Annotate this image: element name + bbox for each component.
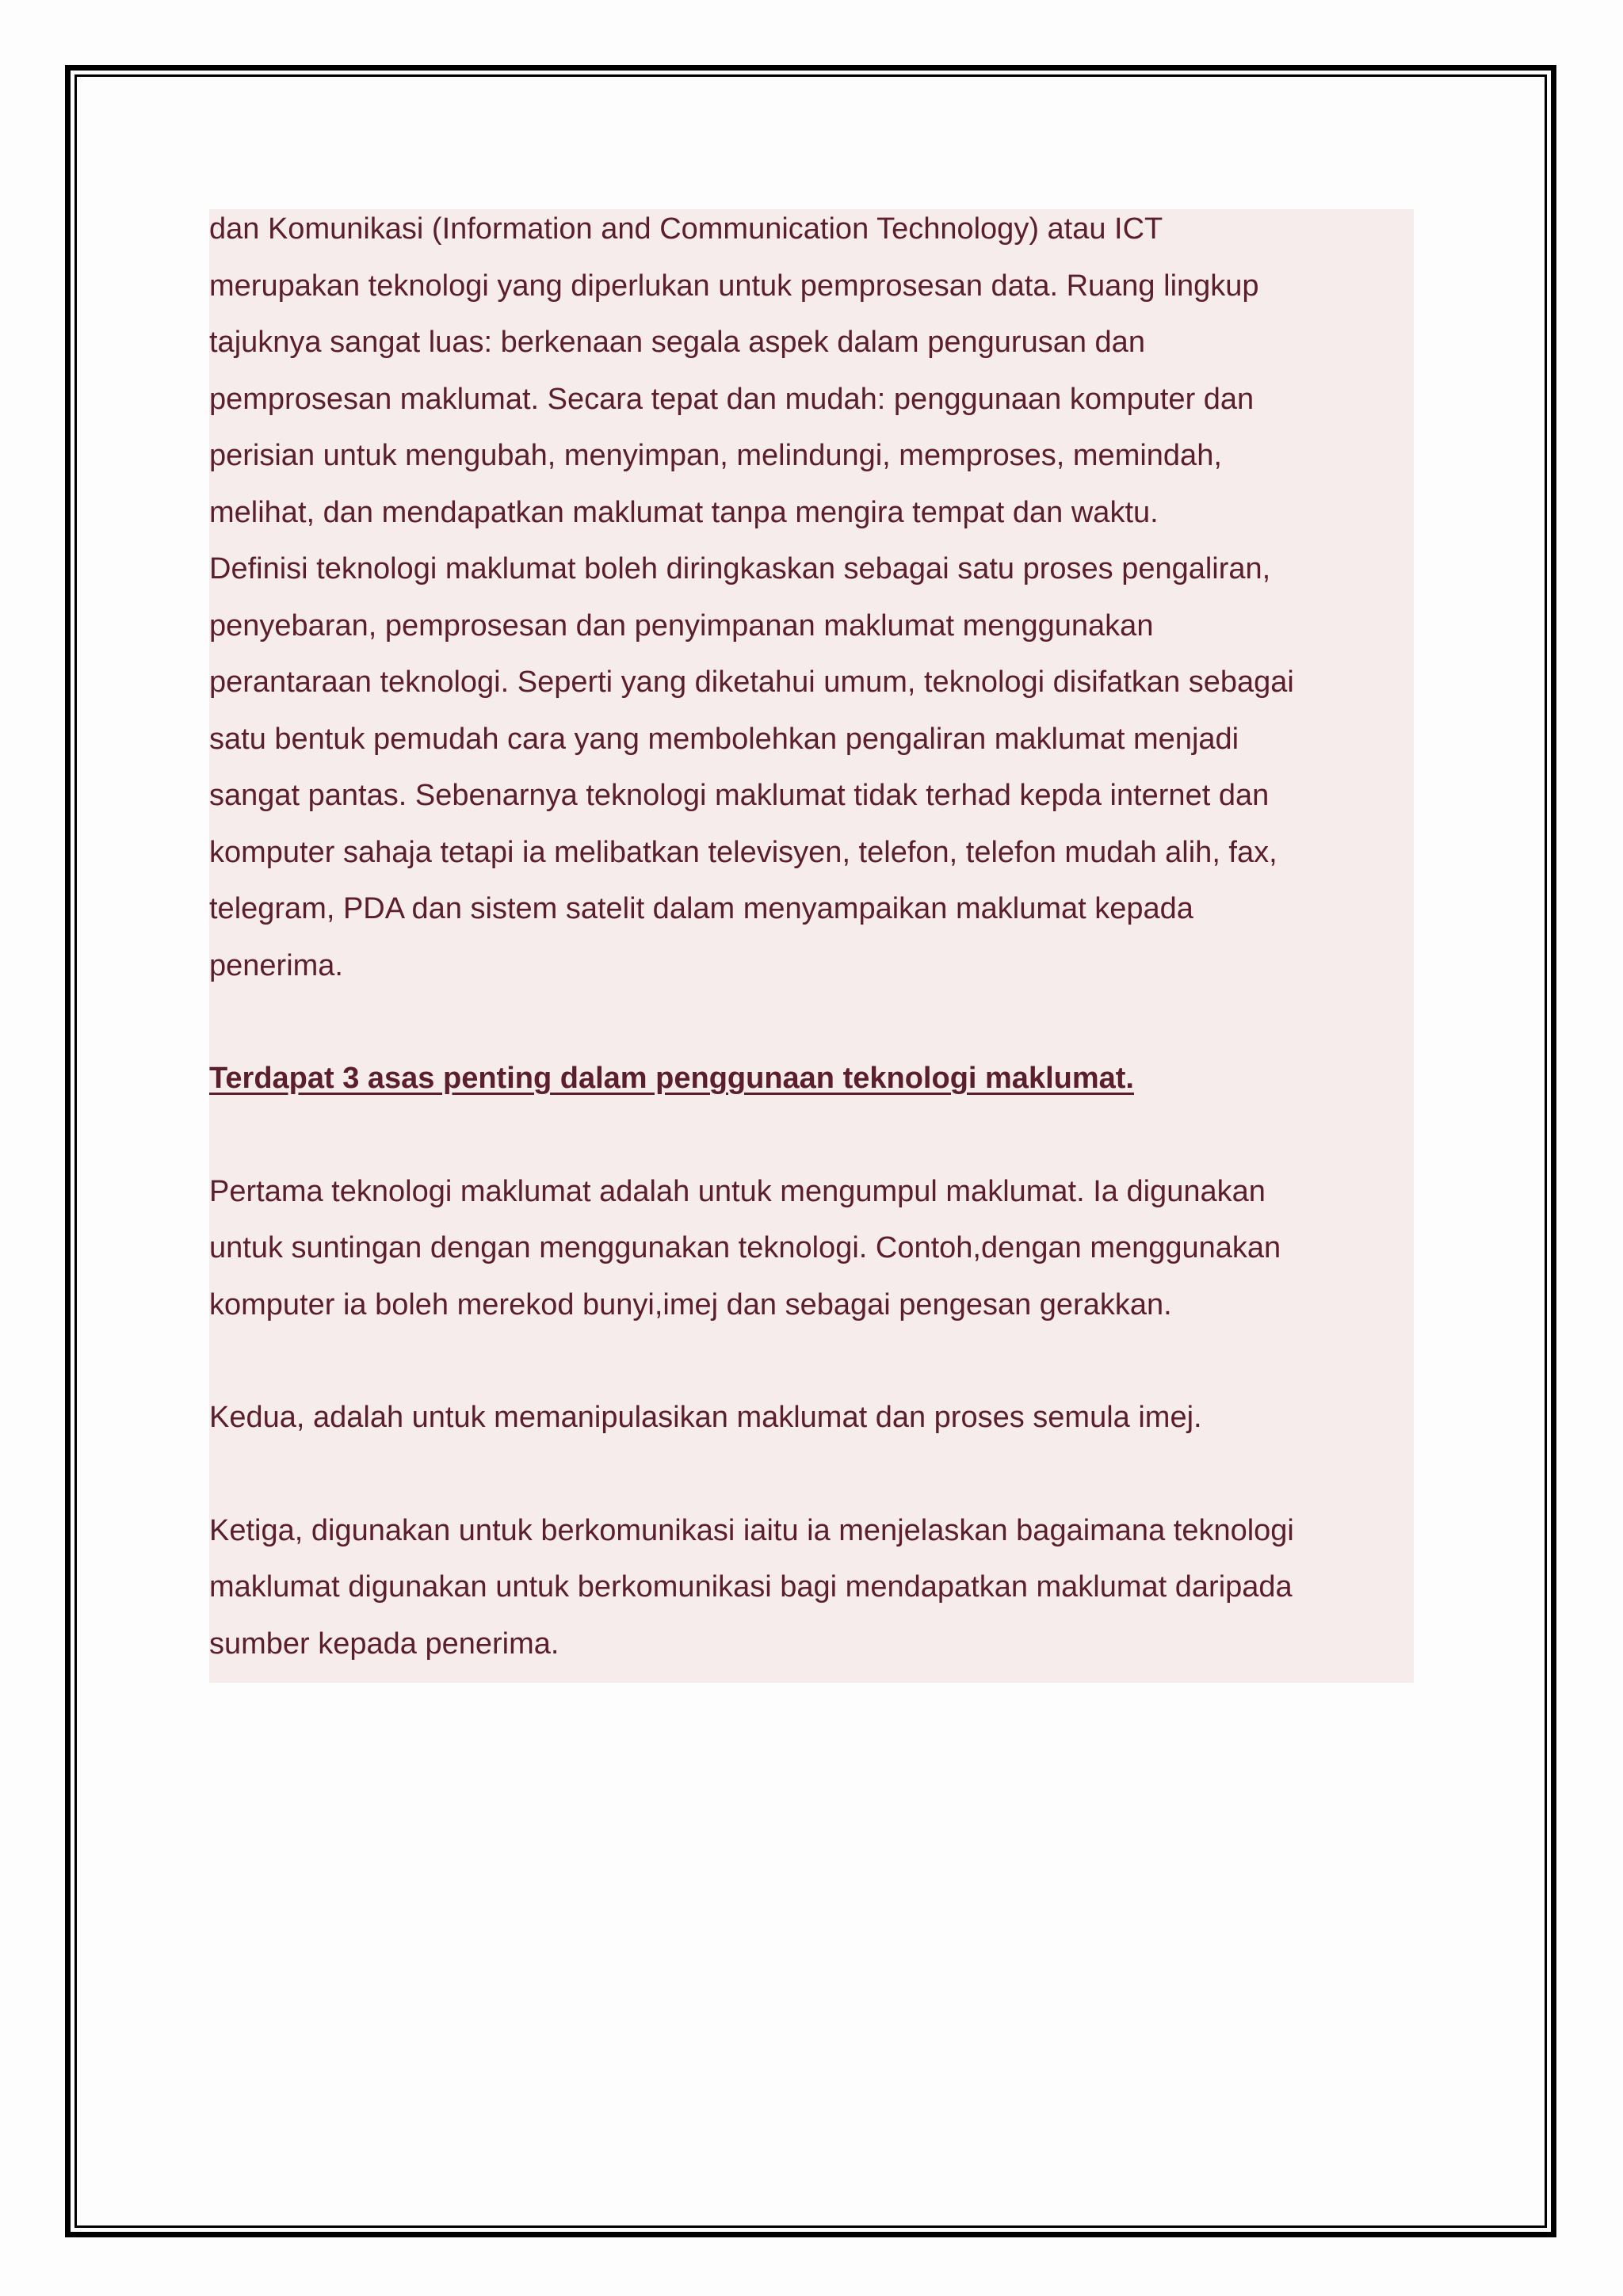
text-body (209, 209, 1414, 1683)
section-heading: Terdapat 3 asas penting dalam penggunaan teknologi maklumat. (209, 1062, 1134, 1095)
paragraph-intro: dan Komunikasi (Information and Communication Technology) atau ICT merupakan teknologi yang diperlukan untuk pemprosesan data. Ruang lingkup tajuknya sangat luas: berkenaan segala aspek dalam pengurusan dan pemprosesan maklumat. Secara tepat dan mudah: penggunaan komputer dan perisian untuk mengubah, menyimpan, melindungi, memproses, memindah, melihat, dan mendapatkan maklumat tanpa mengira tempat dan waktu. Definisi teknologi maklumat boleh diringkaskan sebagai satu proses pengaliran, penyebaran, pemprosesan dan penyimpanan maklumat menggunakan perantaraan teknologi. Seperti yang diketahui umum, teknologi disifatkan sebagai satu bentuk pemudah cara yang membolehkan pengaliran maklumat menjadi sangat pantas. Sebenarnya teknologi maklumat tidak terhad kepda internet dan komputer sahaja tetapi ia melibatkan televisyen, telefon, telefon mudah alih, fax, telegram, PDA dan sistem satelit dalam menyampaikan maklumat kepada penerima. (209, 212, 1294, 982)
paragraph-third-principle: Ketiga, digunakan untuk berkomunikasi iaitu ia menjelaskan bagaimana teknologi maklumat digunakan untuk berkomunikasi bagi mendapatkan maklumat daripada sumber kepada penerima. (209, 1513, 1294, 1661)
paragraph-second-principle: Kedua, adalah untuk memanipulasikan maklumat dan proses semula imej. (209, 1401, 1202, 1434)
paragraph-first-principle: Pertama teknologi maklumat adalah untuk mengumpul maklumat. Ia digunakan untuk suntingan dengan menggunakan teknologi. Contoh,dengan menggunakan komputer ia boleh merekod bunyi,imej dan sebagai pengesan gerakkan. (209, 1174, 1281, 1322)
